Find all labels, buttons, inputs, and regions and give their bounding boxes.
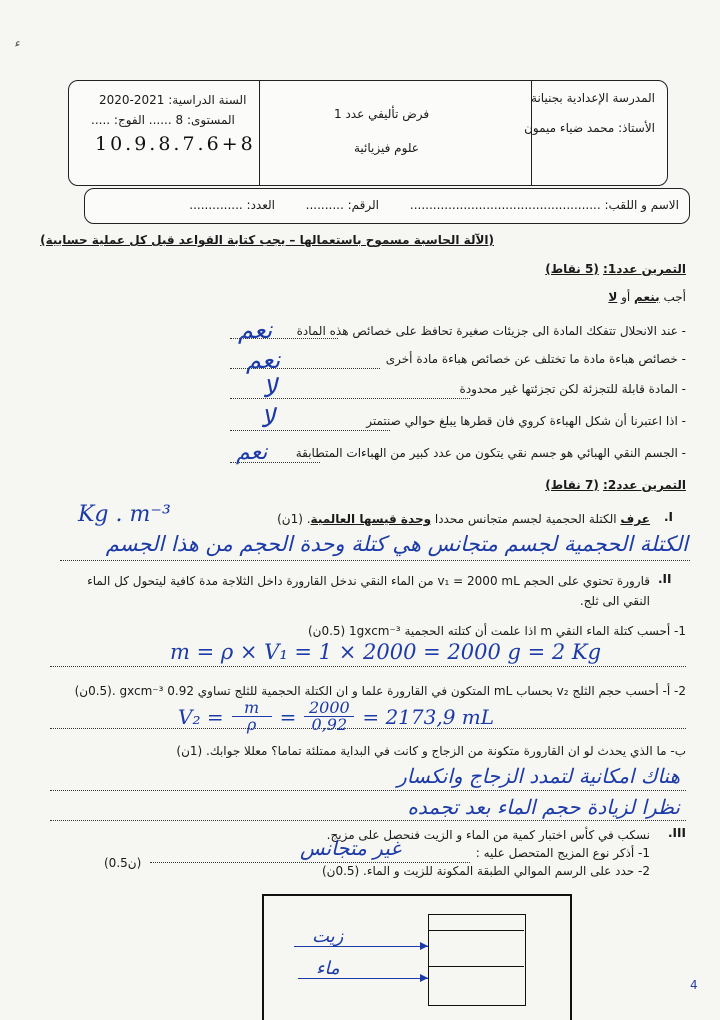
- no-word: لا: [608, 290, 618, 304]
- ex2-title: التمرين عدد2:: [603, 478, 686, 492]
- ex2-part-III-line: نسكب في كأس اختبار كمية من الماء و الزيت فنحصل على مزيج.: [326, 828, 650, 842]
- corner-mark: ء: [14, 36, 20, 50]
- label-water: ماء: [316, 958, 340, 979]
- number-label: الرقم:: [347, 198, 379, 212]
- ex2-q1-answer-line[interactable]: [50, 666, 686, 667]
- ex2-III-q1-answer: غير متجانس: [300, 836, 401, 860]
- fraction-1: $\frac{m}{\rho}$: [232, 700, 272, 733]
- ex1-item-4: - اذا اعتبرنا أن شكل الهباءة كروي فان قطرها يبلغ حوالي صنتمتر: [366, 414, 686, 428]
- page-number: 4: [690, 978, 698, 992]
- ex2-q2a-answer: V₂ = $\frac{m}{\rho}$ = $\frac{2000}{0,92}$ = 2173,9 mL: [178, 698, 495, 734]
- level: 8: [175, 113, 184, 127]
- ex2-q1: 1- أحسب كتلة الماء النقي m اذا علمت أن كتلته الحجمية 1gxcm⁻³ (0.5ن): [307, 624, 686, 638]
- exam-title: فرض تأليفي عدد 1: [334, 107, 430, 121]
- arrow-water: [298, 978, 428, 979]
- handwritten-code: 10.9.8.7.6+8: [95, 133, 256, 155]
- ex2-III-q1-answer-line[interactable]: [150, 862, 470, 863]
- ex2-q2b-answer-1: هناك امكانية لتمدد الزجاج وانكسار: [397, 764, 680, 788]
- subject: علوم فيزيائية: [354, 141, 419, 155]
- ex2-III-q1-points: (0.5ن): [104, 856, 142, 870]
- oil-water-interface: [428, 966, 524, 967]
- ex1-instruction: أجب بنعم أو لا: [608, 290, 686, 304]
- ex1-answer-1: نعم: [238, 316, 273, 344]
- test-tube: [428, 914, 526, 1006]
- ex2-part-II-line1: قارورة تحتوي على الحجم v₁ = 2000 mL من الماء النقي ندخل القارورة داخل الثلاجة مدة كافية ليتحول كل الماء: [87, 574, 650, 588]
- ex1-answer-5: نعم: [236, 440, 268, 465]
- ex1-answer-line-4[interactable]: [230, 430, 390, 431]
- level-line: المستوى: 8 ...... الفوج: .....: [91, 113, 235, 127]
- arrow-oil-head: [420, 942, 428, 950]
- group-label: الفوج:: [113, 113, 145, 127]
- arrow-water-head: [420, 974, 428, 982]
- ex1-answer-4: لا: [260, 404, 275, 434]
- ex1-item-2: - خصائص هباءة مادة ما تختلف عن خصائص هباءة مادة أخرى: [385, 352, 686, 366]
- level-label: المستوى:: [186, 113, 235, 127]
- label-oil: زيت: [312, 926, 344, 947]
- year: 2021-2020: [99, 93, 165, 107]
- number-field[interactable]: الرقم: ..........: [305, 198, 379, 212]
- volume-result: = 2173,9 mL: [362, 704, 495, 729]
- ex1-answer-2: نعم: [246, 346, 281, 374]
- school-name: المدرسة الإعدادية بجنيانة: [531, 91, 655, 105]
- ex1-answer-3: لا: [262, 374, 277, 404]
- teacher-name: محمد ضياء ميمون: [524, 121, 615, 135]
- year-line: [99, 93, 246, 107]
- grade-label: العدد:: [246, 198, 275, 212]
- ex2-points: (7 نقاط): [545, 478, 599, 492]
- name-field[interactable]: الاسم و اللقب: ..................................................: [409, 198, 679, 212]
- ex1-item-3: - المادة قابلة للتجزئة لكن تجزئتها غير محدودة: [459, 382, 686, 396]
- fraction-2: $\frac{2000}{0,92}$: [304, 700, 354, 733]
- ex2-III-q1: 1- أذكر نوع المزيج المتحصل عليه :: [475, 846, 650, 860]
- ex2-q2a: 2- أ- أحسب حجم الثلج v₂ بحساب mL المتكون في القارورة علما و ان الكتلة الحجمية للثلج تساوي 0.92 gxcm⁻³ .(0.5ن): [74, 684, 686, 698]
- year-label: السنة الدراسية:: [168, 93, 247, 107]
- ex2-part-I-answer-line[interactable]: [60, 560, 690, 561]
- ex2-heading: [545, 478, 686, 492]
- ex2-q2b-answer-line-1[interactable]: [50, 790, 686, 791]
- ex2-part-II-line2: النقي الى ثلج.: [579, 594, 650, 608]
- ex1-points: (5 نقاط): [545, 262, 599, 276]
- header-divider-left: [259, 81, 260, 185]
- arrow-oil: [294, 946, 428, 947]
- ex1-title: التمرين عدد1:: [603, 262, 686, 276]
- ex2-part-I-unit-answer: Kg . m⁻³: [78, 502, 171, 527]
- ex2-part-I-num: .I: [664, 510, 674, 524]
- grade-field[interactable]: العدد: ..............: [189, 198, 275, 212]
- yes-word: بنعم: [634, 290, 660, 304]
- ex2-q2b-answer-2: نظرا لزيادة حجم الماء بعد تجمده: [407, 795, 680, 819]
- calculator-note: (الآلة الحاسبة مسموح باستعمالها – يجب كتابة القواعد قبل كل عملية حسابية): [40, 233, 494, 247]
- ex2-q2b: ب- ما الذي يحدث لو ان القارورة متكونة من الزجاج و كانت في البداية ممتلئة تماما؟ معللا جوابك. (1ن): [176, 744, 686, 758]
- tube-top-line: [428, 930, 524, 931]
- ex2-part-III-num: .III: [668, 826, 686, 840]
- ex1-item-1: - عند الانحلال تتفكك المادة الى جزيئات صغيرة تحافظ على خصائص هذه المادة: [296, 324, 686, 338]
- ex1-heading: [545, 262, 686, 276]
- ex2-q2b-answer-line-2[interactable]: [50, 820, 686, 821]
- student-info-box: [84, 188, 690, 224]
- ex1-item-5: - الجسم النقي الهبائي هو جسم نقي يتكون من عدد كبير من الهباءات المتطابقة: [295, 446, 686, 460]
- ex2-q1-answer: m = ρ × V₁ = 1 × 2000 = 2000 g = 2 Kg: [170, 640, 602, 664]
- ex2-III-q2: 2- حدد على الرسم الموالي الطبقة المكونة للزيت و الماء. (0.5ن): [321, 864, 650, 878]
- ex2-part-I-answer: الكتلة الحجمية لجسم متجانس هي كتلة وحدة الحجم من هذا الجسم: [105, 532, 688, 556]
- header-box: [68, 80, 668, 186]
- name-label: الاسم و اللقب:: [604, 198, 679, 212]
- ex2-part-I-question: عرف الكتلة الحجمية لجسم متجانس محددا وحدة قيسها العالمية. (1ن): [277, 512, 650, 526]
- ex2-part-II-num: .II: [658, 572, 672, 586]
- volume-lhs: V₂ =: [178, 704, 224, 729]
- teacher-line: [524, 121, 655, 135]
- teacher-label: الأستاذ:: [618, 121, 655, 135]
